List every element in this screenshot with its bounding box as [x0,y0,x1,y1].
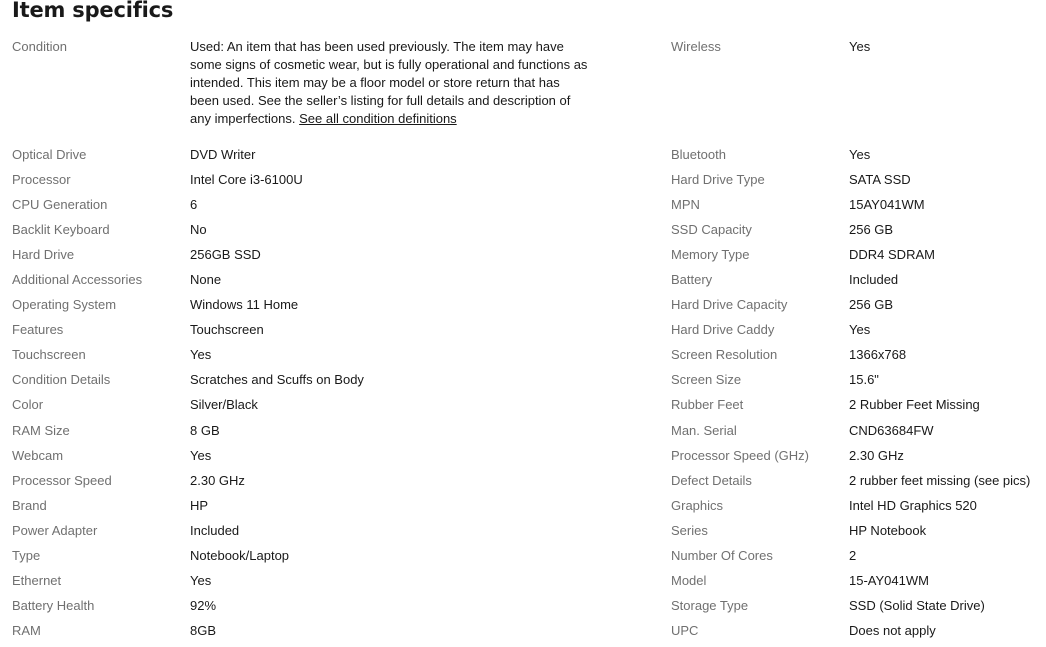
spec-value: HP [190,497,209,513]
spec-value: 15.6" [849,372,879,388]
spec-label: Hard Drive Caddy [671,322,775,338]
spec-label: Rubber Feet [671,397,744,413]
spec-value: 6 [190,196,198,212]
spec-value: 1366x768 [849,347,907,363]
spec-label: Processor [12,171,71,187]
spec-label: Storage Type [671,598,749,614]
spec-row [671,597,1046,622]
spec-value: CND63684FW [849,422,934,438]
spec-value: 8GB [190,623,217,639]
spec-value: DDR4 SDRAM [849,246,935,262]
spec-row [12,497,652,522]
spec-label: Model [671,573,707,589]
spec-label: Ethernet [12,573,62,589]
spec-value: 15-AY041WM [849,573,929,589]
spec-row [671,246,1046,271]
spec-value: 2 Rubber Feet Missing [849,397,980,413]
spec-value: 2.30 GHz [849,447,904,463]
spec-value-condition [190,38,592,146]
spec-value: Yes [849,39,871,54]
spec-value: SSD (Solid State Drive) [849,598,985,614]
spec-row [12,597,652,622]
spec-label: RAM [12,623,41,639]
spec-value: 2 [849,548,857,563]
spec-label: Webcam [12,447,64,463]
spec-row [671,547,1046,572]
spec-value: Included [849,271,899,287]
spec-row [12,221,652,246]
spec-value: 256GB SSD [190,246,261,262]
spec-row [671,622,1046,647]
spec-row [12,271,652,296]
spec-label: Touchscreen [12,347,86,363]
spec-row [671,221,1046,246]
spec-value: 92% [190,598,217,614]
spec-row [671,447,1046,472]
spec-label: Battery [671,271,713,287]
spec-row [671,321,1046,346]
spec-label: Hard Drive [12,246,75,262]
spec-label: Additional Accessories [12,271,143,287]
spec-row [12,547,652,572]
spec-value: None [190,271,222,287]
spec-row [671,196,1046,221]
spec-value: 256 GB [849,297,894,313]
spec-label: Hard Drive Capacity [671,297,788,313]
spec-row [671,522,1046,547]
spec-label: Wireless [671,39,721,54]
spec-row [671,396,1046,421]
spec-value: Touchscreen [190,322,264,338]
spec-label: Type [12,548,41,563]
spec-value: Does not apply [849,623,936,639]
spec-row [12,522,652,547]
spec-value: SATA SSD [849,171,911,187]
spec-label: SSD Capacity [671,221,752,237]
spec-row [671,572,1046,597]
spec-row [671,171,1046,196]
spec-label: Graphics [671,497,724,513]
spec-value: Intel HD Graphics 520 [849,497,977,513]
spec-row [12,346,652,371]
spec-value: Yes [849,322,871,338]
spec-value: 2 rubber feet missing (see pics) [849,472,1031,488]
spec-label: CPU Generation [12,196,108,212]
spec-row [12,196,652,221]
spec-value: Scratches and Scuffs on Body [190,372,364,388]
spec-value: Included [190,522,240,538]
spec-value: HP Notebook [849,522,927,538]
spec-label: Hard Drive Type [671,171,765,187]
spec-row [671,472,1046,497]
spec-value: Intel Core i3-6100U [190,171,303,187]
spec-value: Yes [190,573,212,589]
spec-label: Backlit Keyboard [12,221,110,237]
spec-value: 15AY041WM [849,196,925,212]
spec-label: Number Of Cores [671,548,773,563]
specs-right-column [671,38,1046,647]
spec-label: Operating System [12,297,117,313]
spec-row [671,146,1046,171]
spec-value: 2.30 GHz [190,472,245,488]
spec-label: Memory Type [671,246,750,262]
section-title: Item specifics [12,0,174,22]
spec-value: Silver/Black [190,397,258,413]
spec-row [671,346,1046,371]
spec-row-condition [12,38,652,146]
condition-text: Used: An item that has been used previously. The item may have some signs of cosmetic wear, but is fully operational and functions as intended. This item may be a floor model or store return that has been used. See the seller’s listing for full details and description of any imperfections. [190,39,588,126]
spec-row [12,472,652,497]
spec-value: Yes [190,347,212,363]
spec-row [12,296,652,321]
spec-label: MPN [671,196,700,212]
spec-label: Screen Size [671,372,742,388]
spec-value: No [190,221,207,237]
spec-row [12,396,652,421]
spec-row [671,497,1046,522]
spec-value: Windows 11 Home [190,297,299,313]
spec-value: Yes [190,447,212,463]
spec-label: Processor Speed (GHz) [671,447,809,463]
spec-label: Condition Details [12,372,111,388]
spec-row [671,371,1046,396]
spec-value: 8 GB [190,422,220,438]
spec-row [12,321,652,346]
spec-value: Notebook/Laptop [190,548,290,563]
spec-row [12,171,652,196]
spec-label: Color [12,397,44,413]
spec-value: 256 GB [849,221,894,237]
spec-label: Man. Serial [671,422,737,438]
spec-label: RAM Size [12,422,70,438]
spec-label: Brand [12,497,47,513]
spec-label: Series [671,522,708,538]
spec-label: Optical Drive [12,146,87,162]
spec-label: Processor Speed [12,472,112,488]
spec-row [12,572,652,597]
specs-left-column [12,38,652,647]
spec-label: UPC [671,623,699,639]
spec-row [671,296,1046,321]
spec-label: Screen Resolution [671,347,778,363]
spec-row-wireless [671,38,1046,146]
spec-row [12,371,652,396]
spec-label: Bluetooth [671,146,726,162]
spec-value: DVD Writer [190,146,256,162]
spec-label: Power Adapter [12,522,98,538]
spec-label: Battery Health [12,598,95,614]
spec-label: Features [12,322,64,338]
spec-row [671,271,1046,296]
spec-label: Condition [12,39,67,54]
spec-value: Yes [849,146,871,162]
spec-row [12,146,652,171]
spec-row [671,422,1046,447]
spec-row [12,422,652,447]
spec-row [12,447,652,472]
condition-definitions-link[interactable]: See all condition definitions [299,111,457,126]
spec-row [12,246,652,271]
spec-label: Defect Details [671,472,752,488]
spec-row [12,622,652,647]
